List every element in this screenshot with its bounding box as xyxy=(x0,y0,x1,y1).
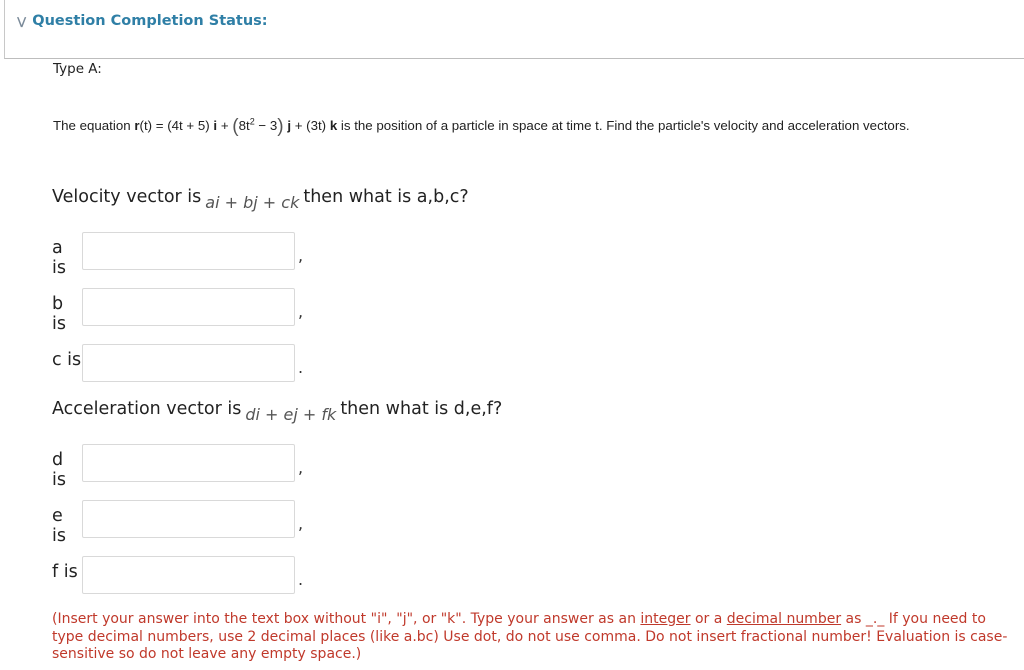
equation-r: r xyxy=(134,118,140,133)
answer-row-c xyxy=(52,344,303,382)
answer-punct-b: , xyxy=(298,302,304,321)
question-status-title: Question Completion Status: xyxy=(32,13,268,29)
equation-j: j xyxy=(287,118,292,133)
equation-term2-rest: − 3 xyxy=(254,118,278,133)
equation-term1: (t) = (4t + 5) xyxy=(139,118,214,133)
instructions-note xyxy=(52,611,1012,664)
equation-term2-base: 8t xyxy=(238,118,250,133)
chevron-down-icon: ⋁ xyxy=(17,14,27,28)
equation-suffix: is the position of a particle in space at time t. Find the particle's velocity and acceleration vectors. xyxy=(337,118,910,133)
decimal-number-link[interactable]: decimal number xyxy=(726,611,842,627)
velocity-math: ai + bj + ck xyxy=(205,193,300,212)
answer-input-d[interactable] xyxy=(82,444,295,482)
acceleration-prompt xyxy=(52,399,503,424)
answer-punct-c: . xyxy=(298,358,304,377)
answer-punct-a: , xyxy=(298,246,304,265)
question-status-toggle[interactable] xyxy=(17,13,268,29)
answer-label-a: a is xyxy=(52,238,66,278)
answer-punct-d: , xyxy=(298,458,304,477)
velocity-prefix: Velocity vector is xyxy=(52,187,202,207)
answer-row-a xyxy=(52,232,303,278)
answer-row-f xyxy=(52,556,303,594)
answer-row-d xyxy=(52,444,303,490)
answer-label-f: f is xyxy=(52,562,78,582)
note-text-3: as _._ If you need to type decimal numbers, use 2 decimal places (like a.bc) Use dot, do not use comma. Do not insert fractional number! Evaluation is case-sensitive so do not leave any empty space.) xyxy=(52,611,1008,662)
answer-row-e xyxy=(52,500,303,546)
equation-plus: + xyxy=(217,118,233,133)
velocity-prompt xyxy=(52,187,469,212)
integer-link[interactable]: integer xyxy=(640,611,691,627)
acceleration-prefix: Acceleration vector is xyxy=(52,399,242,419)
answer-input-b[interactable] xyxy=(82,288,295,326)
equation-term2-exp: 2 xyxy=(249,116,255,127)
answer-row-b xyxy=(52,288,303,334)
answer-punct-f: . xyxy=(298,570,304,589)
equation-paren-close: ) xyxy=(277,116,284,137)
acceleration-suffix: then what is d,e,f? xyxy=(340,399,503,419)
answer-punct-e: , xyxy=(298,514,304,533)
equation-paren-open: ( xyxy=(232,116,239,137)
answer-input-a[interactable] xyxy=(82,232,295,270)
answer-input-c[interactable] xyxy=(82,344,295,382)
acceleration-math: di + ej + fk xyxy=(245,405,337,424)
equation-k: k xyxy=(329,118,338,133)
question-equation xyxy=(53,114,910,136)
equation-i: i xyxy=(213,118,218,133)
note-text-1: (Insert your answer into the text box without "i", "j", or "k". Type your answer as an xyxy=(52,611,641,627)
equation-term3: + (3t) xyxy=(291,118,330,133)
answer-label-b: b is xyxy=(52,294,66,334)
question-status-bar xyxy=(4,0,1024,59)
answer-input-e[interactable] xyxy=(82,500,295,538)
note-text-2: or a xyxy=(690,611,727,627)
answer-input-f[interactable] xyxy=(82,556,295,594)
velocity-suffix: then what is a,b,c? xyxy=(303,187,469,207)
answer-label-e: e is xyxy=(52,506,66,546)
answer-label-d: d is xyxy=(52,450,66,490)
answer-label-c: c is xyxy=(52,350,82,370)
question-type-label: Type A: xyxy=(53,61,102,77)
equation-prefix: The equation xyxy=(53,118,135,133)
